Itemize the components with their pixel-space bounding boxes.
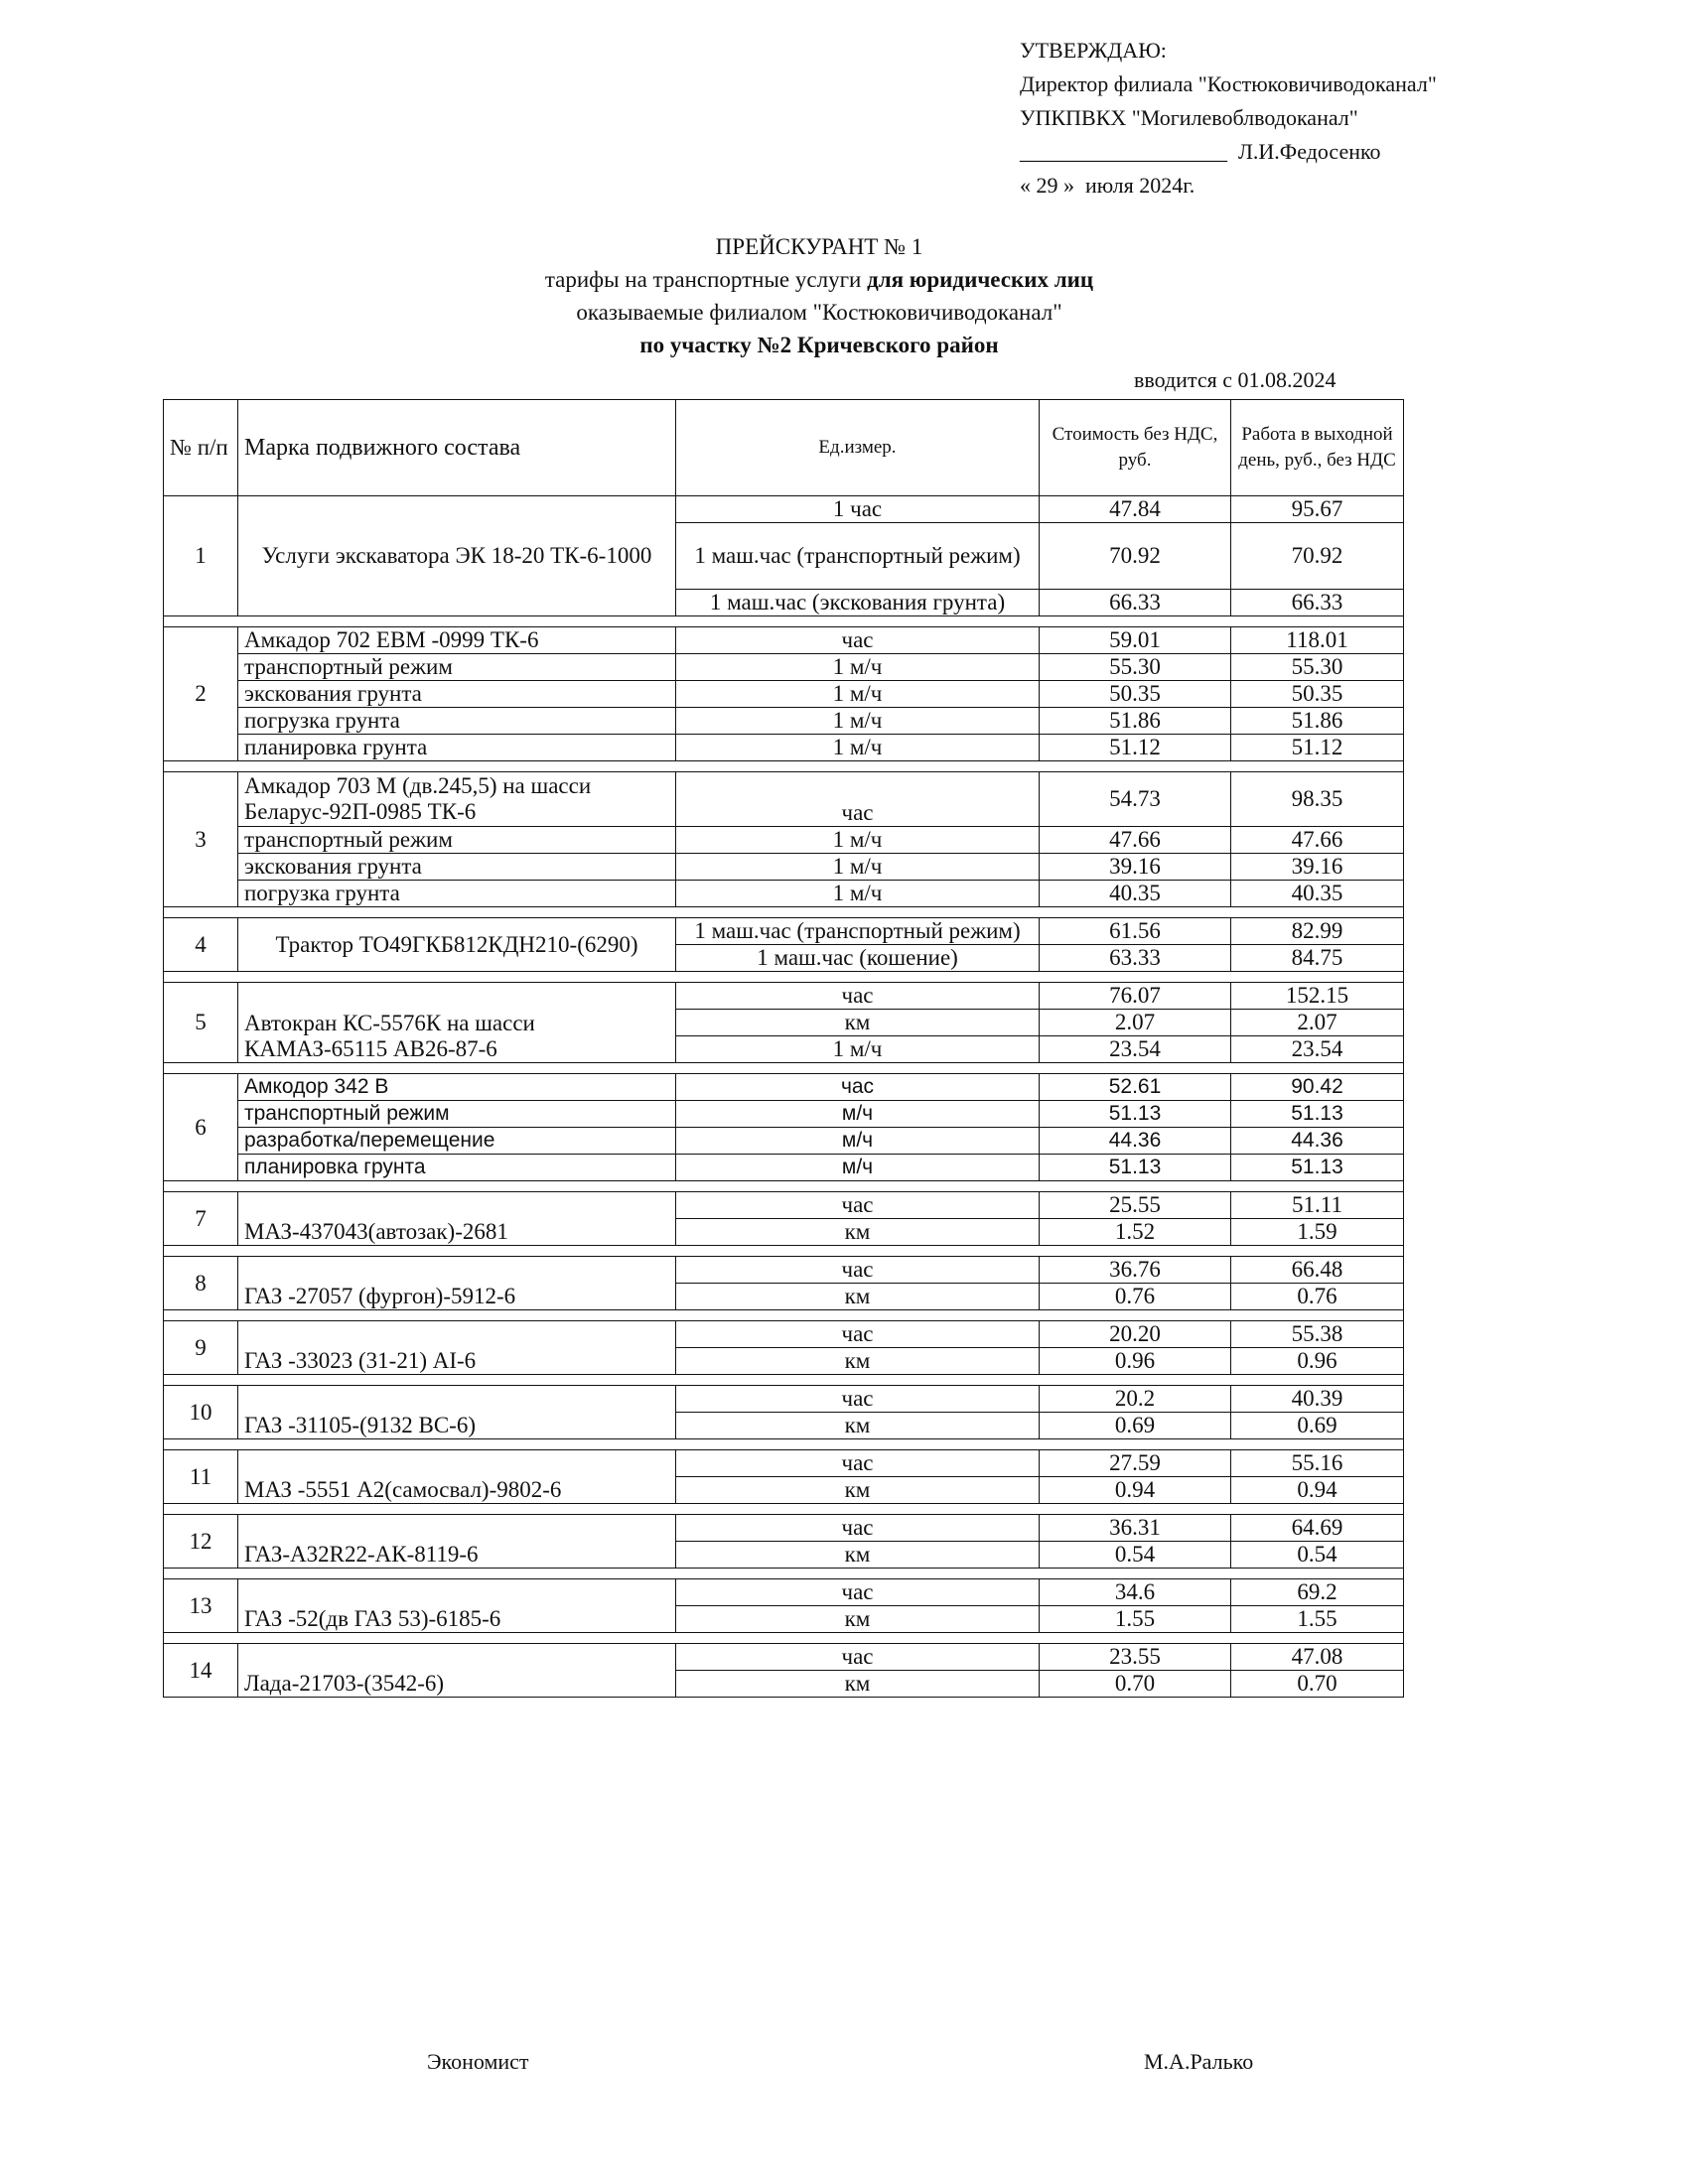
row-cost: 51.13 [1040, 1155, 1231, 1181]
row-unit: 1 м/ч [676, 735, 1040, 761]
row-cost: 36.31 [1040, 1515, 1231, 1542]
table-row [164, 496, 1404, 523]
row-unit: км [676, 1348, 1040, 1375]
effective-date: вводится с 01.08.2024 [1134, 367, 1336, 392]
document-subtitle-3: по участку №2 Кричевского район [639, 333, 999, 357]
row-cost: 70.92 [1040, 523, 1231, 590]
row-unit: км [676, 1413, 1040, 1439]
row-unit: час [676, 1579, 1040, 1606]
row-num: 2 [164, 627, 238, 761]
table-row [164, 1386, 1404, 1413]
approval-date: « 29 » июля 2024г. [1020, 173, 1196, 198]
approval-block [1020, 34, 1437, 203]
row-cost: 51.12 [1040, 735, 1231, 761]
row-cost: 0.76 [1040, 1284, 1231, 1310]
table-row [164, 681, 1404, 708]
table-row [164, 983, 1404, 1010]
row-cost: 0.69 [1040, 1413, 1231, 1439]
row-num: 3 [164, 772, 238, 907]
row-cost: 50.35 [1040, 681, 1231, 708]
row-weekend: 51.12 [1231, 735, 1404, 761]
price-table [163, 399, 1404, 1698]
row-weekend: 55.38 [1231, 1321, 1404, 1348]
row-name: ГАЗ -27057 (фургон)-5912-6 [238, 1257, 676, 1310]
document-header [0, 230, 1638, 361]
row-weekend: 50.35 [1231, 681, 1404, 708]
row-weekend: 44.36 [1231, 1128, 1404, 1155]
row-weekend: 90.42 [1231, 1074, 1404, 1101]
table-row [164, 1515, 1404, 1542]
table-row [164, 654, 1404, 681]
row-name: Трактор ТО49ГКБ812КДН210-(6290) [238, 918, 676, 972]
row-cost: 0.94 [1040, 1477, 1231, 1504]
row-unit: 1 м/ч [676, 1036, 1040, 1063]
row-weekend: 2.07 [1231, 1010, 1404, 1036]
row-weekend: 39.16 [1231, 854, 1404, 881]
row-name: МАЗ-437043(автозак)-2681 [238, 1192, 676, 1246]
row-cost: 20.20 [1040, 1321, 1231, 1348]
row-unit: час [676, 1321, 1040, 1348]
row-cost: 23.54 [1040, 1036, 1231, 1063]
row-name: погрузка грунта [238, 708, 676, 735]
table-row [164, 1321, 1404, 1348]
table-row [164, 1074, 1404, 1101]
signer-name: М.А.Ралько [1144, 2049, 1254, 2074]
row-weekend: 0.70 [1231, 1671, 1404, 1698]
row-weekend: 0.54 [1231, 1542, 1404, 1569]
row-cost: 47.66 [1040, 827, 1231, 854]
row-weekend: 118.01 [1231, 627, 1404, 654]
row-weekend: 0.94 [1231, 1477, 1404, 1504]
row-weekend: 84.75 [1231, 945, 1404, 972]
row-unit: км [676, 1284, 1040, 1310]
row-num: 1 [164, 496, 238, 616]
row-cost: 34.6 [1040, 1579, 1231, 1606]
row-name: ГАЗ -33023 (31-21) АI-6 [238, 1321, 676, 1375]
row-weekend: 51.13 [1231, 1155, 1404, 1181]
table-row [164, 708, 1404, 735]
row-name: Услуги экскаватора ЭК 18-20 ТК-6-1000 [238, 496, 676, 616]
row-unit: 1 маш.час (транспортный режим) [676, 918, 1040, 945]
table-row [164, 1192, 1404, 1219]
row-cost: 47.84 [1040, 496, 1231, 523]
table-gap [164, 1246, 1404, 1257]
table-row [164, 735, 1404, 761]
row-num: 11 [164, 1450, 238, 1504]
table-gap [164, 761, 1404, 772]
row-num: 8 [164, 1257, 238, 1310]
row-unit: час [676, 1257, 1040, 1284]
table-row [164, 772, 1404, 827]
row-weekend: 1.55 [1231, 1606, 1404, 1633]
row-cost: 54.73 [1040, 772, 1231, 827]
row-unit: км [676, 1477, 1040, 1504]
row-num: 9 [164, 1321, 238, 1375]
table-gap [164, 1181, 1404, 1192]
row-weekend: 70.92 [1231, 523, 1404, 590]
row-weekend: 64.69 [1231, 1515, 1404, 1542]
row-weekend: 55.16 [1231, 1450, 1404, 1477]
row-cost: 0.96 [1040, 1348, 1231, 1375]
row-cost: 40.35 [1040, 881, 1231, 907]
row-unit: 1 м/ч [676, 654, 1040, 681]
row-cost: 20.2 [1040, 1386, 1231, 1413]
row-unit: час [676, 1644, 1040, 1671]
row-unit: км [676, 1671, 1040, 1698]
table-row [164, 854, 1404, 881]
row-unit: 1 м/ч [676, 681, 1040, 708]
row-cost: 39.16 [1040, 854, 1231, 881]
table-gap [164, 1310, 1404, 1321]
row-name: ГАЗ -31105-(9132 ВС-6) [238, 1386, 676, 1439]
row-unit: 1 м/ч [676, 827, 1040, 854]
row-cost: 27.59 [1040, 1450, 1231, 1477]
row-cost: 2.07 [1040, 1010, 1231, 1036]
row-name: погрузка грунта [238, 881, 676, 907]
row-name: МАЗ -5551 А2(самосвал)-9802-6 [238, 1450, 676, 1504]
table-gap [164, 1633, 1404, 1644]
row-weekend: 40.35 [1231, 881, 1404, 907]
row-weekend: 55.30 [1231, 654, 1404, 681]
row-weekend: 95.67 [1231, 496, 1404, 523]
row-unit: час [676, 627, 1040, 654]
row-weekend: 1.59 [1231, 1219, 1404, 1246]
table-gap [164, 616, 1404, 627]
table-row [164, 827, 1404, 854]
approval-signature-line: ___________________ Л.И.Федосенко [1020, 139, 1381, 164]
row-unit: час [676, 983, 1040, 1010]
col-name-header: Марка подвижного состава [238, 400, 676, 496]
table-row [164, 918, 1404, 945]
row-weekend: 51.13 [1231, 1101, 1404, 1128]
row-unit: 1 маш.час (транспортный режим) [676, 523, 1040, 590]
row-weekend: 23.54 [1231, 1036, 1404, 1063]
row-weekend: 47.66 [1231, 827, 1404, 854]
col-unit-header: Ед.измер. [676, 400, 1040, 496]
document-subtitle-2: оказываемые филиалом "Костюковичиводоканал" [576, 300, 1062, 325]
row-name: транспортный режим [238, 654, 676, 681]
document-subtitle [0, 263, 1638, 296]
row-weekend: 0.76 [1231, 1284, 1404, 1310]
row-num: 14 [164, 1644, 238, 1698]
row-num: 5 [164, 983, 238, 1063]
table-gap [164, 972, 1404, 983]
row-unit: 1 час [676, 496, 1040, 523]
col-cost-header: Стоимость без НДС, руб. [1040, 400, 1231, 496]
row-weekend: 66.33 [1231, 590, 1404, 616]
row-weekend: 47.08 [1231, 1644, 1404, 1671]
row-cost: 36.76 [1040, 1257, 1231, 1284]
row-num: 6 [164, 1074, 238, 1181]
row-cost: 44.36 [1040, 1128, 1231, 1155]
row-unit: м/ч [676, 1155, 1040, 1181]
row-name: Амкадор 702 ЕВМ -0999 ТК-6 [238, 627, 676, 654]
row-num: 12 [164, 1515, 238, 1569]
row-unit: час [676, 1515, 1040, 1542]
row-name: экскования грунта [238, 681, 676, 708]
row-weekend: 0.96 [1231, 1348, 1404, 1375]
row-unit: 1 маш.час (кошение) [676, 945, 1040, 972]
table-gap [164, 1439, 1404, 1450]
row-cost: 0.54 [1040, 1542, 1231, 1569]
row-name: Амкодор 342 В [238, 1074, 676, 1101]
row-cost: 55.30 [1040, 654, 1231, 681]
row-cost: 52.61 [1040, 1074, 1231, 1101]
row-num: 7 [164, 1192, 238, 1246]
table-row [164, 1128, 1404, 1155]
row-cost: 0.70 [1040, 1671, 1231, 1698]
row-cost: 1.55 [1040, 1606, 1231, 1633]
row-unit: час [676, 1450, 1040, 1477]
row-unit: км [676, 1219, 1040, 1246]
row-cost: 63.33 [1040, 945, 1231, 972]
row-name: транспортный режим [238, 827, 676, 854]
row-name: ГАЗ -52(дв ГАЗ 53)-6185-6 [238, 1579, 676, 1633]
row-num: 13 [164, 1579, 238, 1633]
approval-line: УПКПВКХ "Могилевоблводоканал" [1020, 105, 1358, 130]
signer-position: Экономист [427, 2049, 529, 2074]
table-row [164, 881, 1404, 907]
row-unit: час [676, 1386, 1040, 1413]
row-num: 10 [164, 1386, 238, 1439]
row-cost: 1.52 [1040, 1219, 1231, 1246]
document-title: ПРЕЙСКУРАНТ № 1 [715, 234, 923, 259]
table-gap [164, 1375, 1404, 1386]
row-unit: 1 м/ч [676, 708, 1040, 735]
table-row [164, 1155, 1404, 1181]
row-weekend: 82.99 [1231, 918, 1404, 945]
table-header-row [164, 400, 1404, 496]
table-row [164, 1644, 1404, 1671]
row-weekend: 66.48 [1231, 1257, 1404, 1284]
table-gap [164, 1063, 1404, 1074]
row-cost: 23.55 [1040, 1644, 1231, 1671]
table-row [164, 1450, 1404, 1477]
row-name: Лада-21703-(3542-6) [238, 1644, 676, 1698]
row-unit: час [676, 1074, 1040, 1101]
row-unit: км [676, 1010, 1040, 1036]
row-weekend: 152.15 [1231, 983, 1404, 1010]
row-unit: 1 маш.час (экскования грунта) [676, 590, 1040, 616]
row-unit: 1 м/ч [676, 854, 1040, 881]
table-gap [164, 1504, 1404, 1515]
row-weekend: 51.86 [1231, 708, 1404, 735]
row-unit: км [676, 1606, 1040, 1633]
col-weekend-header: Работа в выходной день, руб., без НДС [1231, 400, 1404, 496]
col-num-header: № п/п [164, 400, 238, 496]
row-weekend: 0.69 [1231, 1413, 1404, 1439]
row-unit: 1 м/ч [676, 881, 1040, 907]
table-row [164, 1257, 1404, 1284]
row-weekend: 98.35 [1231, 772, 1404, 827]
row-unit: км [676, 1542, 1040, 1569]
subtitle-bold: для юридических лиц [867, 267, 1094, 292]
row-unit: час [676, 772, 1040, 827]
row-cost: 66.33 [1040, 590, 1231, 616]
row-name: ГАЗ-А32R22-АК-8119-6 [238, 1515, 676, 1569]
approval-line: УТВЕРЖДАЮ: [1020, 38, 1167, 63]
table-gap [164, 1569, 1404, 1579]
row-num: 4 [164, 918, 238, 972]
row-weekend: 69.2 [1231, 1579, 1404, 1606]
row-unit: м/ч [676, 1128, 1040, 1155]
table-row [164, 1579, 1404, 1606]
row-weekend: 51.11 [1231, 1192, 1404, 1219]
table-gap [164, 907, 1404, 918]
row-cost: 59.01 [1040, 627, 1231, 654]
table-row [164, 627, 1404, 654]
row-unit: час [676, 1192, 1040, 1219]
row-cost: 51.86 [1040, 708, 1231, 735]
row-name: Амкадор 703 М (дв.245,5) на шасси Беларус-92П-0985 ТК-6 [238, 772, 676, 827]
row-unit: м/ч [676, 1101, 1040, 1128]
row-name: разработка/перемещение [238, 1128, 676, 1155]
row-cost: 76.07 [1040, 983, 1231, 1010]
row-name: транспортный режим [238, 1101, 676, 1128]
row-name: планировка грунта [238, 1155, 676, 1181]
table-row [164, 1101, 1404, 1128]
row-name: экскования грунта [238, 854, 676, 881]
subtitle-prefix: тарифы на транспортные услуги [544, 267, 868, 292]
row-cost: 51.13 [1040, 1101, 1231, 1128]
approval-line: Директор филиала "Костюковичиводоканал" [1020, 71, 1437, 96]
row-cost: 61.56 [1040, 918, 1231, 945]
row-name: Автокран КС-5576К на шасси КАМАЗ-65115 АВ26-87-6 [238, 983, 676, 1063]
row-weekend: 40.39 [1231, 1386, 1404, 1413]
row-cost: 25.55 [1040, 1192, 1231, 1219]
row-name: планировка грунта [238, 735, 676, 761]
